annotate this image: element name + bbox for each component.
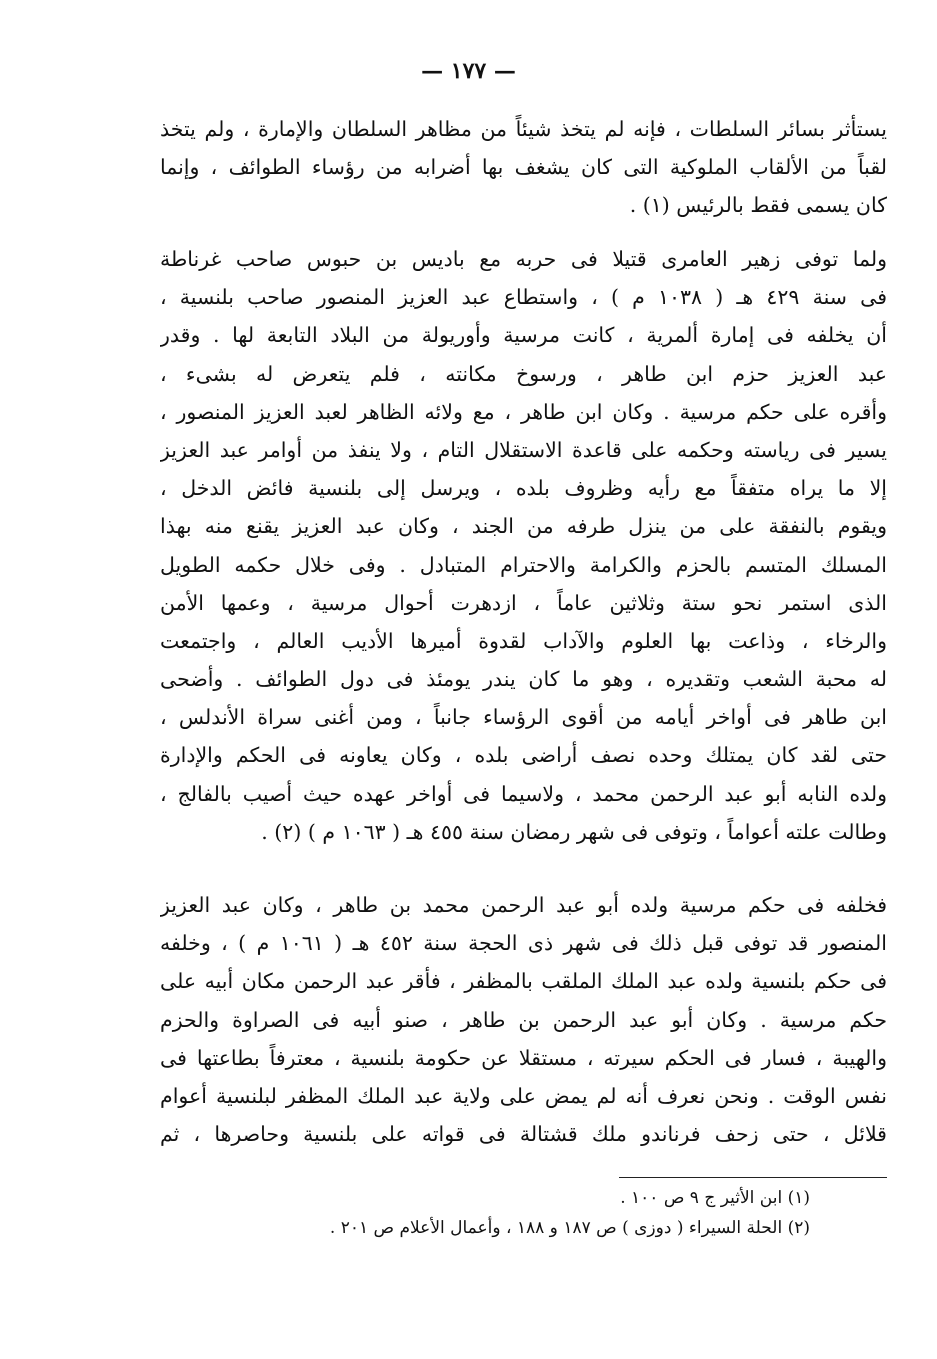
- footnotes: [160, 1183, 810, 1243]
- page-number: — ١٧٧ —: [421, 58, 516, 84]
- footnote-2: (٢) الحلة السيراء ( دوزى ) ص ١٨٧ و ١٨٨ ، وأعمال الأعلام ص ٢٠١ .: [329, 1218, 810, 1238]
- text-line: ولما توفى زهير العامرى قتيلا فى حربه مع باديس بن حبوس صاحب غرناطة: [160, 247, 887, 271]
- text-line: ابن طاهر فى أواخر أيامه من أقوى الرؤساء جانباً ، ومن أغنى سراة الأندلس ،: [160, 705, 887, 730]
- text-line: ولده النابه أبو عبد الرحمن محمد ، ولاسيما فى أواخر عهده حيث أصيب بالفالج ،: [160, 781, 887, 806]
- paragraph-3: [160, 886, 887, 1153]
- text-line: كان يسمى فقط بالرئيس (١) .: [629, 193, 887, 218]
- paragraph-2: [160, 240, 887, 851]
- text-line: المسلك المتسم بالحزم والكرامة والاحترام المتبادل . وفى خلال حكمه الطويل: [160, 552, 887, 577]
- text-line: والرخاء ، وذاعت بها العلوم والآداب لقدوة أميرها الأديب العالم ، واجتمعت: [160, 628, 887, 653]
- text-line: فى سنة ٤٢٩ هـ ( ١٠٣٨ م ) ، واستطاع عبد العزيز المنصور صاحب بلنسية ،: [160, 285, 887, 310]
- text-line: يستأثر بسائر السلطات ، فإنه لم يتخذ شيئاً من مظاهر السلطان والإمارة ، ولم يتخذ: [160, 117, 887, 141]
- footnote-divider: [619, 1177, 887, 1178]
- text-line: له محبة الشعب وتقديره ، وهو ما كان يندر يومئذ فى دول الطوائف . وأضحى: [160, 667, 887, 692]
- text-line: فى حكم بلنسية ولده عبد الملك الملقب بالمظفر ، فأقر عبد الرحمن مكان أبيه على: [160, 969, 887, 994]
- text-line: لقباً من الألقاب الملوكية التى كان يشغف بها أضرابه من رؤساء الطوائف ، وإنما: [160, 155, 887, 180]
- text-line: الذى استمر نحو ستة وثلاثين عاماً ، ازدهرت أحوال مرسية ، وعمها الأمن: [160, 590, 887, 615]
- text-line: ويقوم بالنفقة على من ينزل طرفه من الجند ، وكان عبد العزيز يقنع منه بهذا: [160, 514, 887, 539]
- text-line: عبد العزيز حزم ابن طاهر ، ورسوخ مكانته ، فلم يتعرض له بشىء ،: [160, 361, 887, 386]
- text-line: حكم مرسية . وكان أبو عبد الرحمن بن طاهر ، صنو أبيه فى الصراوة والحزم: [160, 1007, 887, 1032]
- text-line: إلا ما يراه متفقاً مع رأيه وظروف بلده ، ويرسل إلى بلنسية فائض الدخل ،: [160, 476, 887, 501]
- text-line: نفس الوقت . ونحن نعرف أنه لم يمض على ولاية عبد الملك المظفر لبلنسية أعوام: [160, 1083, 887, 1108]
- text-line: وأقره على حكم مرسية . وكان ابن طاهر ، مع ولائه الظاهر لعبد العزيز المنصور ،: [160, 399, 887, 424]
- text-line: فخلفه فى حكم مرسية ولده أبو عبد الرحمن محمد بن طاهر ، وكان عبد العزيز: [160, 893, 887, 917]
- text-line: حتى لقد كان يمتلك وحده نصف أراضى بلده ، وكان يعاونه فى الحكم والإدارة: [160, 743, 887, 768]
- footnote-1: (١) ابن الأثير ج ٩ ص ١٠٠ .: [620, 1188, 810, 1208]
- text-line: قلائل ، حتى زحف فرناندو ملك قشتالة فى قواته على بلنسية وحاصرها ، ثم: [160, 1122, 887, 1147]
- text-line: وطالت علته أعواماً ، وتوفى فى شهر رمضان سنة ٤٥٥ هـ ( ١٠٦٣ م ) (٢) .: [261, 819, 887, 844]
- text-line: والهيبة ، فسار فى الحكم سيرته ، مستقلا عن حكومة بلنسية ، معترفاً بطاعتها فى: [160, 1045, 887, 1070]
- text-line: يسير فى رياسته وحكمه على قاعدة الاستقلال التام ، ولا ينفذ من أوامر عبد العزيز: [160, 437, 887, 462]
- text-line: أن يخلفه فى إمارة ألمرية ، كانت مرسية وأوريولة من البلاد التابعة لها . وقدر: [160, 323, 887, 348]
- text-line: المنصور قد توفى قبل ذلك فى شهر ذى الحجة سنة ٤٥٢ هـ ( ١٠٦١ م ) ، وخلفه: [160, 931, 887, 956]
- paragraph-1: [160, 110, 887, 225]
